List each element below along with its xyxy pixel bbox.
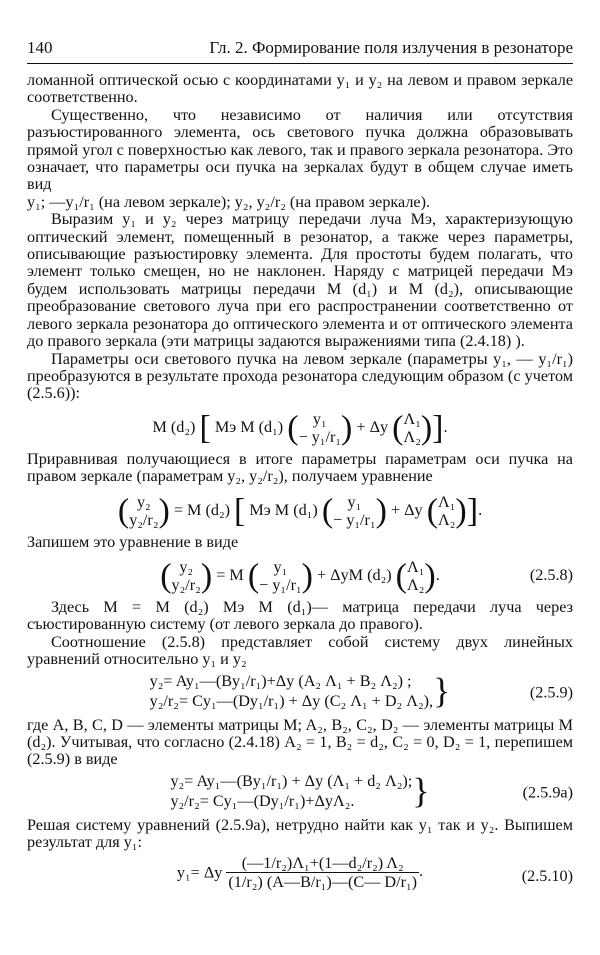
page-number: 140: [27, 38, 53, 57]
equation-number: (2.5.8): [529, 565, 573, 584]
eq-term: Mэ M (d₁): [214, 417, 284, 436]
paragraph: Запишем это уравнение в виде: [27, 532, 239, 551]
chapter-title: Гл. 2. Формирование поля излучения в резонаторе: [209, 38, 573, 57]
paragraph: Существенно, что независимо от наличия или отсутствия разъюстированного элемента, ось светового пучка должна образовывать прямой угол с поверхностью как левого, так и правого зеркала резонатора. Это означает, что параметры оси пучка на зеркалах будут в общем случае иметь вид: [27, 105, 573, 194]
header-rule: [27, 63, 573, 64]
equation-number: (2.5.9): [529, 682, 573, 701]
eq-term: + Δy: [356, 417, 389, 436]
paragraph: Соотношение (2.5.8) представляет собой систему двух линейных уравнений относительно y₁ и y₂: [27, 632, 573, 669]
equation-2-5-10: y₁= Δy $\frac{\text{(—1/r₂)Λ₁+(1—d₂/r₂) Λ₂}}{\text{(1/r₂) (A—B/r₁)—(C— D/r₁)}}$ . (2.5.10): [176, 853, 573, 891]
paragraph: где A, B, C, D — элементы матрицы M; A₂, B₂, C₂, D₂ — элементы матрицы M (d₂). Учитывая, что согласно (2.4.18) A₂ = 1, B₂ = d₂, C₂ = 0, D₂ = 1, перепишем (2.5.9) в виде: [27, 715, 573, 769]
equation-transform: M (d₂) [ Mэ M (d₁) ( y₁ − y₁/r₁) + Δy (Λ₁ Λ₂)].: [152, 409, 448, 446]
equation-2-5-9a: y₂= Ay₁—(By₁/r₁) + Δy (Λ₁ + d₂ Λ₂); y₂/r₂= Cy₁—(Dy₁/r₁)+ΔyΛ₂. } (2.5.9а): [170, 770, 573, 811]
paragraph: Выразим y₁ и y₂ через матрицу передачи луча Mэ, характеризующую оптический элемент, помещенный в резонатор, а также через параметры, описывающие разъюстировку элемента. Для простоты будем полагать, что элемент только смещен, но не наклонен. Наряду с матрицей передачи Mэ будем использовать матрицы передачи M (d₁) и M (d₂), описывающие преобразование светового луча при его распространении соответственно от левого зеркала резонатора до оптического элемента и от оптического элемента до правого зеркала (эти матрицы задаются выражениями типа (2.4.18) ).: [27, 210, 573, 351]
equation-2-5-8: ( y₂ y₂/r₂) = M ( y₁ − y₁/r₁) + ΔyM (d₂) (Λ₁ Λ₂). (2.5.8): [27, 553, 573, 597]
equation-mirror: ( y₂ y₂/r₂) = M (d₂) [ Mэ M (d₁) ( y₁ − y₁/r₁) + Δy (Λ₁ Λ₂)].: [117, 491, 483, 529]
eq-vector: y₁ − y₁/r₁: [298, 410, 342, 446]
paragraph: ломанной оптической осью с координатами y₁ и y₂ на левом и правом зеркале соответственно.: [27, 71, 573, 107]
paragraph: Здесь M = M (d₂) Mэ M (d₁)— матрица передачи луча через съюстированную систему (от левого зеркала до правого).: [27, 597, 573, 634]
equation-number: (2.5.9а): [522, 783, 573, 802]
paragraph: Приравнивая получающиеся в итоге параметры параметрам оси пучка на правом зеркале (параметрам y₂, y₂/r₂), получаем уравнение: [27, 449, 573, 486]
paragraph: Параметры оси светового пучка на левом зеркале (параметры y₁, — y₁/r₁) преобразуются в результате прохода резонатора следующим образом (с учетом (2.5.6)):: [27, 349, 573, 403]
eq-vector: Λ₁ Λ₂: [403, 410, 421, 446]
equation-number: (2.5.10): [521, 866, 573, 885]
fraction: $\frac{\text{(—1/r₂)Λ₁+(1—d₂/r₂) Λ₂}}{\text{(1/r₂) (A—B/r₁)—(C— D/r₁)}}$: [228, 853, 418, 891]
equation-2-5-9: y₂= Ay₁—(By₁/r₁)+Δy (A₂ Λ₁ + B₂ Λ₂) ; y₂/r₂= Cy₁—(Dy₁/r₁) + Δy (C₂ Λ₁ + D₂ Λ₂),} (2.5.9): [149, 669, 573, 710]
paragraph: Решая систему уравнений (2.5.9а), нетрудно найти как y₁ так и y₂. Выпишем результат для y₁:: [27, 815, 573, 852]
page-body: [27, 72, 573, 900]
running-header: [27, 38, 573, 62]
eq-term: M (d₂): [152, 417, 196, 436]
paragraph: y₁; —y₁/r₁ (на левом зеркале); y₂, y₂/r₂ (на правом зеркале).: [27, 192, 431, 211]
